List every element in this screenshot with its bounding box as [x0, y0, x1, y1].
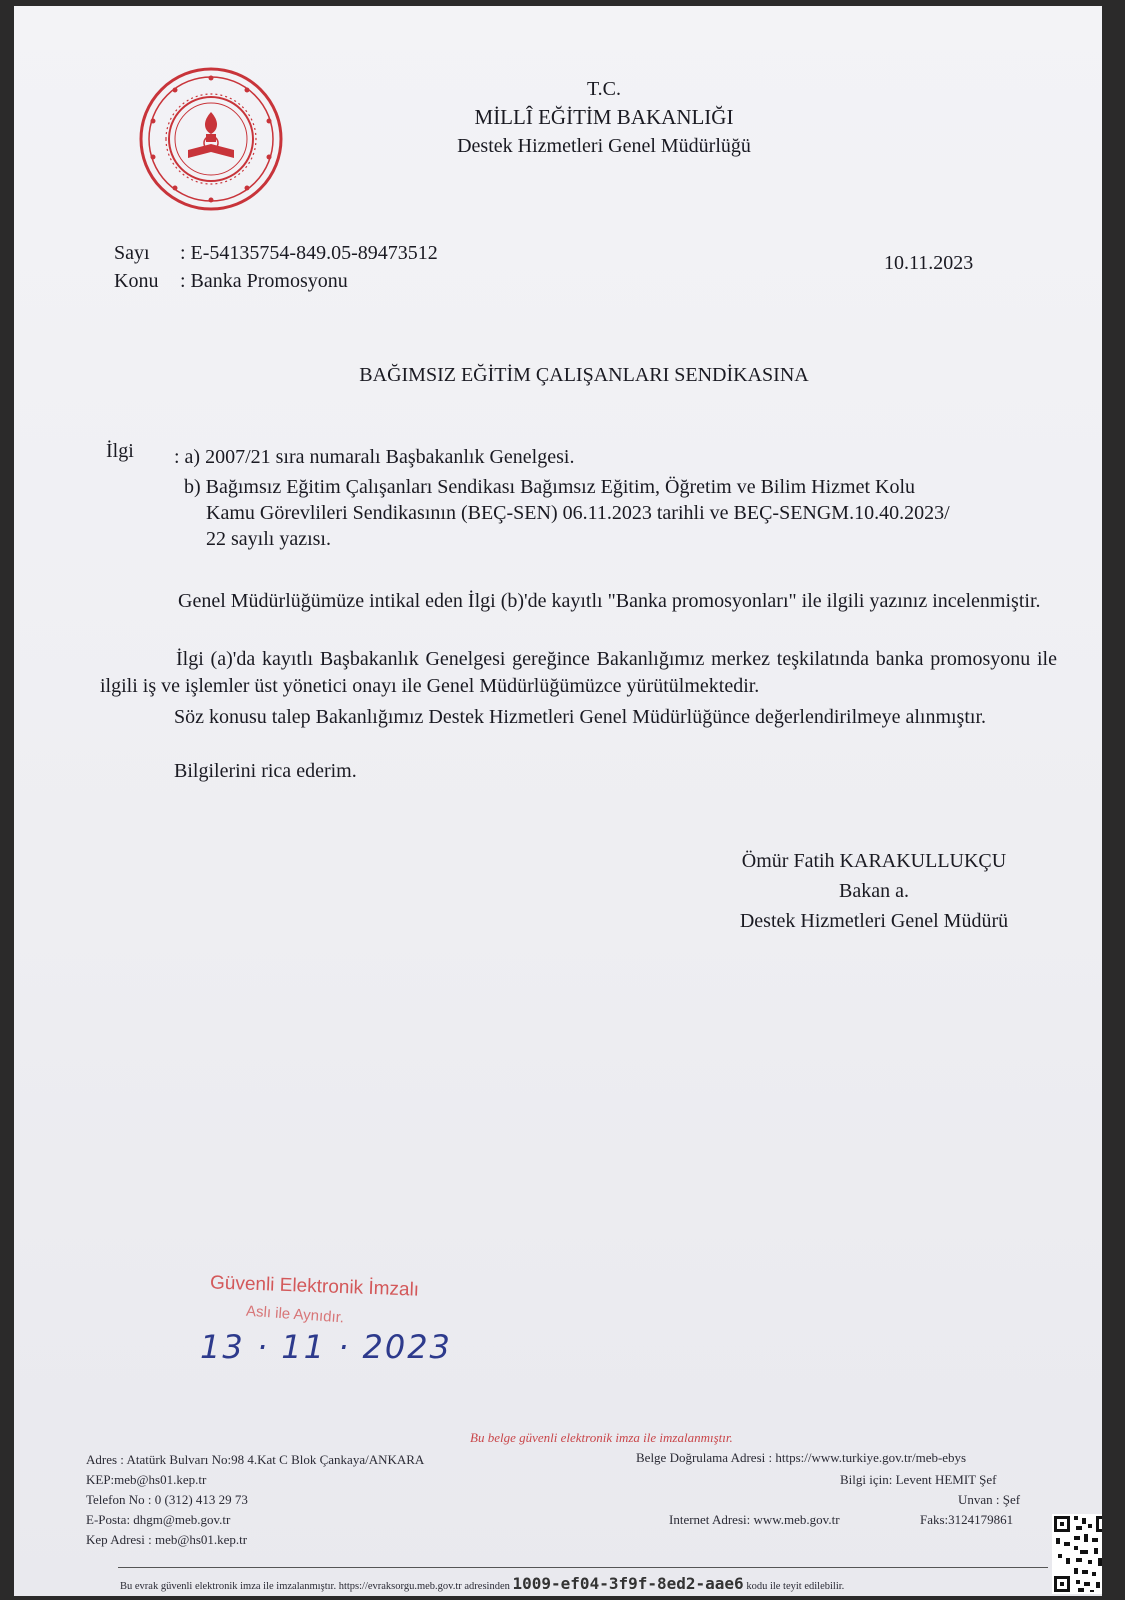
body-paragraph-2: İlgi (a)'da kayıtlı Başbakanlık Genelgesi gereğince Bakanlığımız merkez teşkilatında banka promosyonu ile ilgili iş ve işlemler üst yönetici onayı ile Genel Müdürlüğümüzce yürütülmektedir.	[100, 648, 1057, 697]
ilgi-b-line2: Kamu Görevlileri Sendikasının (BEÇ-SEN) 06.11.2023 tarihli ve BEÇ-SENGM.10.40.2023/	[206, 502, 950, 524]
footer-title: Unvan : Şef	[958, 1492, 1021, 1507]
footer-verify-prefix: Bu evrak güvenli elektronik imza ile imzalanmıştır. https://evraksorgu.meb.gov.tr adresinden	[120, 1581, 510, 1592]
ilgi-label: İlgi	[106, 440, 134, 462]
body-paragraph-3: Söz konusu talep Bakanlığımız Destek Hizmetleri Genel Müdürlüğünce değerlendirilmeye alınmıştır.	[174, 706, 987, 728]
konu-row	[114, 270, 348, 293]
konu-value: : Banka Promosyonu	[180, 270, 348, 292]
document-page	[14, 6, 1102, 1596]
konu-label: Konu	[114, 270, 159, 292]
recipient: BAĞIMSIZ EĞİTİM ÇALIŞANLARI SENDİKASINA	[359, 364, 809, 386]
footer-email: E-Posta: dhgm@meb.gov.tr	[86, 1512, 231, 1527]
sayi-label: Sayı	[114, 242, 150, 264]
signature-block	[664, 846, 1084, 936]
footer-verify-suffix: kodu ile teyit edilebilir.	[746, 1581, 845, 1592]
document-date: 10.11.2023	[884, 252, 974, 274]
ilgi-a: : a) 2007/21 sıra numaralı Başbakanlık Genelgesi.	[174, 446, 575, 468]
footer-kep-address: Kep Adresi : meb@hs01.kep.tr	[86, 1532, 248, 1547]
footer-phone: Telefon No : 0 (312) 413 29 73	[86, 1492, 248, 1507]
footer-verify-code: 1009-ef04-3f9f-8ed2-aae6	[512, 1574, 744, 1593]
footer-address: Adres : Atatürk Bulvarı No:98 4.Kat C Blok Çankaya/ANKARA	[86, 1452, 425, 1467]
footer-esign-notice: Bu belge güvenli elektronik imza ile imzalanmıştır.	[470, 1430, 733, 1445]
header-department: Destek Hizmetleri Genel Müdürlüğü	[457, 135, 751, 157]
ilgi-b-line3: 22 sayılı yazısı.	[206, 528, 331, 550]
footer-divider	[118, 1567, 1048, 1568]
stamp-date-handwritten: 13 · 11 · 2023	[200, 1328, 452, 1366]
stamp-line1: Güvenli Elektronik İmzalı	[209, 1272, 420, 1301]
signatory-proxy: Bakan a.	[839, 880, 909, 902]
header-ministry: MİLLÎ EĞİTİM BAKANLIĞI	[474, 105, 734, 129]
ministry-seal-icon	[136, 64, 286, 214]
body-paragraph-4: Bilgilerini rica ederim.	[174, 760, 357, 782]
footer-verify-address: Belge Doğrulama Adresi : https://www.turkiye.gov.tr/meb-ebys	[636, 1450, 967, 1465]
sayi-row	[114, 242, 438, 265]
footer-internet: Internet Adresi: www.meb.gov.tr	[669, 1512, 840, 1527]
footer-contact: Bilgi için: Levent HEMIT Şef	[840, 1472, 997, 1487]
signatory-name: Ömür Fatih KARAKULLUKÇU	[741, 850, 1007, 872]
ilgi-b-line1: b) Bağımsız Eğitim Çalışanları Sendikası Bağımsız Eğitim, Öğretim ve Bilim Hizmet Kolu	[184, 476, 916, 498]
header-tc: T.C.	[586, 78, 622, 100]
footer-kep: KEP:meb@hs01.kep.tr	[86, 1472, 207, 1487]
sayi-value: : E-54135754-849.05-89473512	[180, 242, 438, 264]
body-paragraph-1: Genel Müdürlüğümüze intikal eden İlgi (b)'de kayıtlı "Banka promosyonları" ile ilgili yazınız incelenmiştir.	[178, 590, 1041, 612]
stamp-line2: Aslı ile Aynıdır.	[245, 1302, 345, 1327]
footer-verify-line	[120, 1574, 844, 1593]
signatory-title: Destek Hizmetleri Genel Müdürü	[739, 910, 1009, 932]
qr-code-icon	[1052, 1514, 1102, 1594]
footer-fax: Faks:3124179861	[920, 1512, 1014, 1527]
